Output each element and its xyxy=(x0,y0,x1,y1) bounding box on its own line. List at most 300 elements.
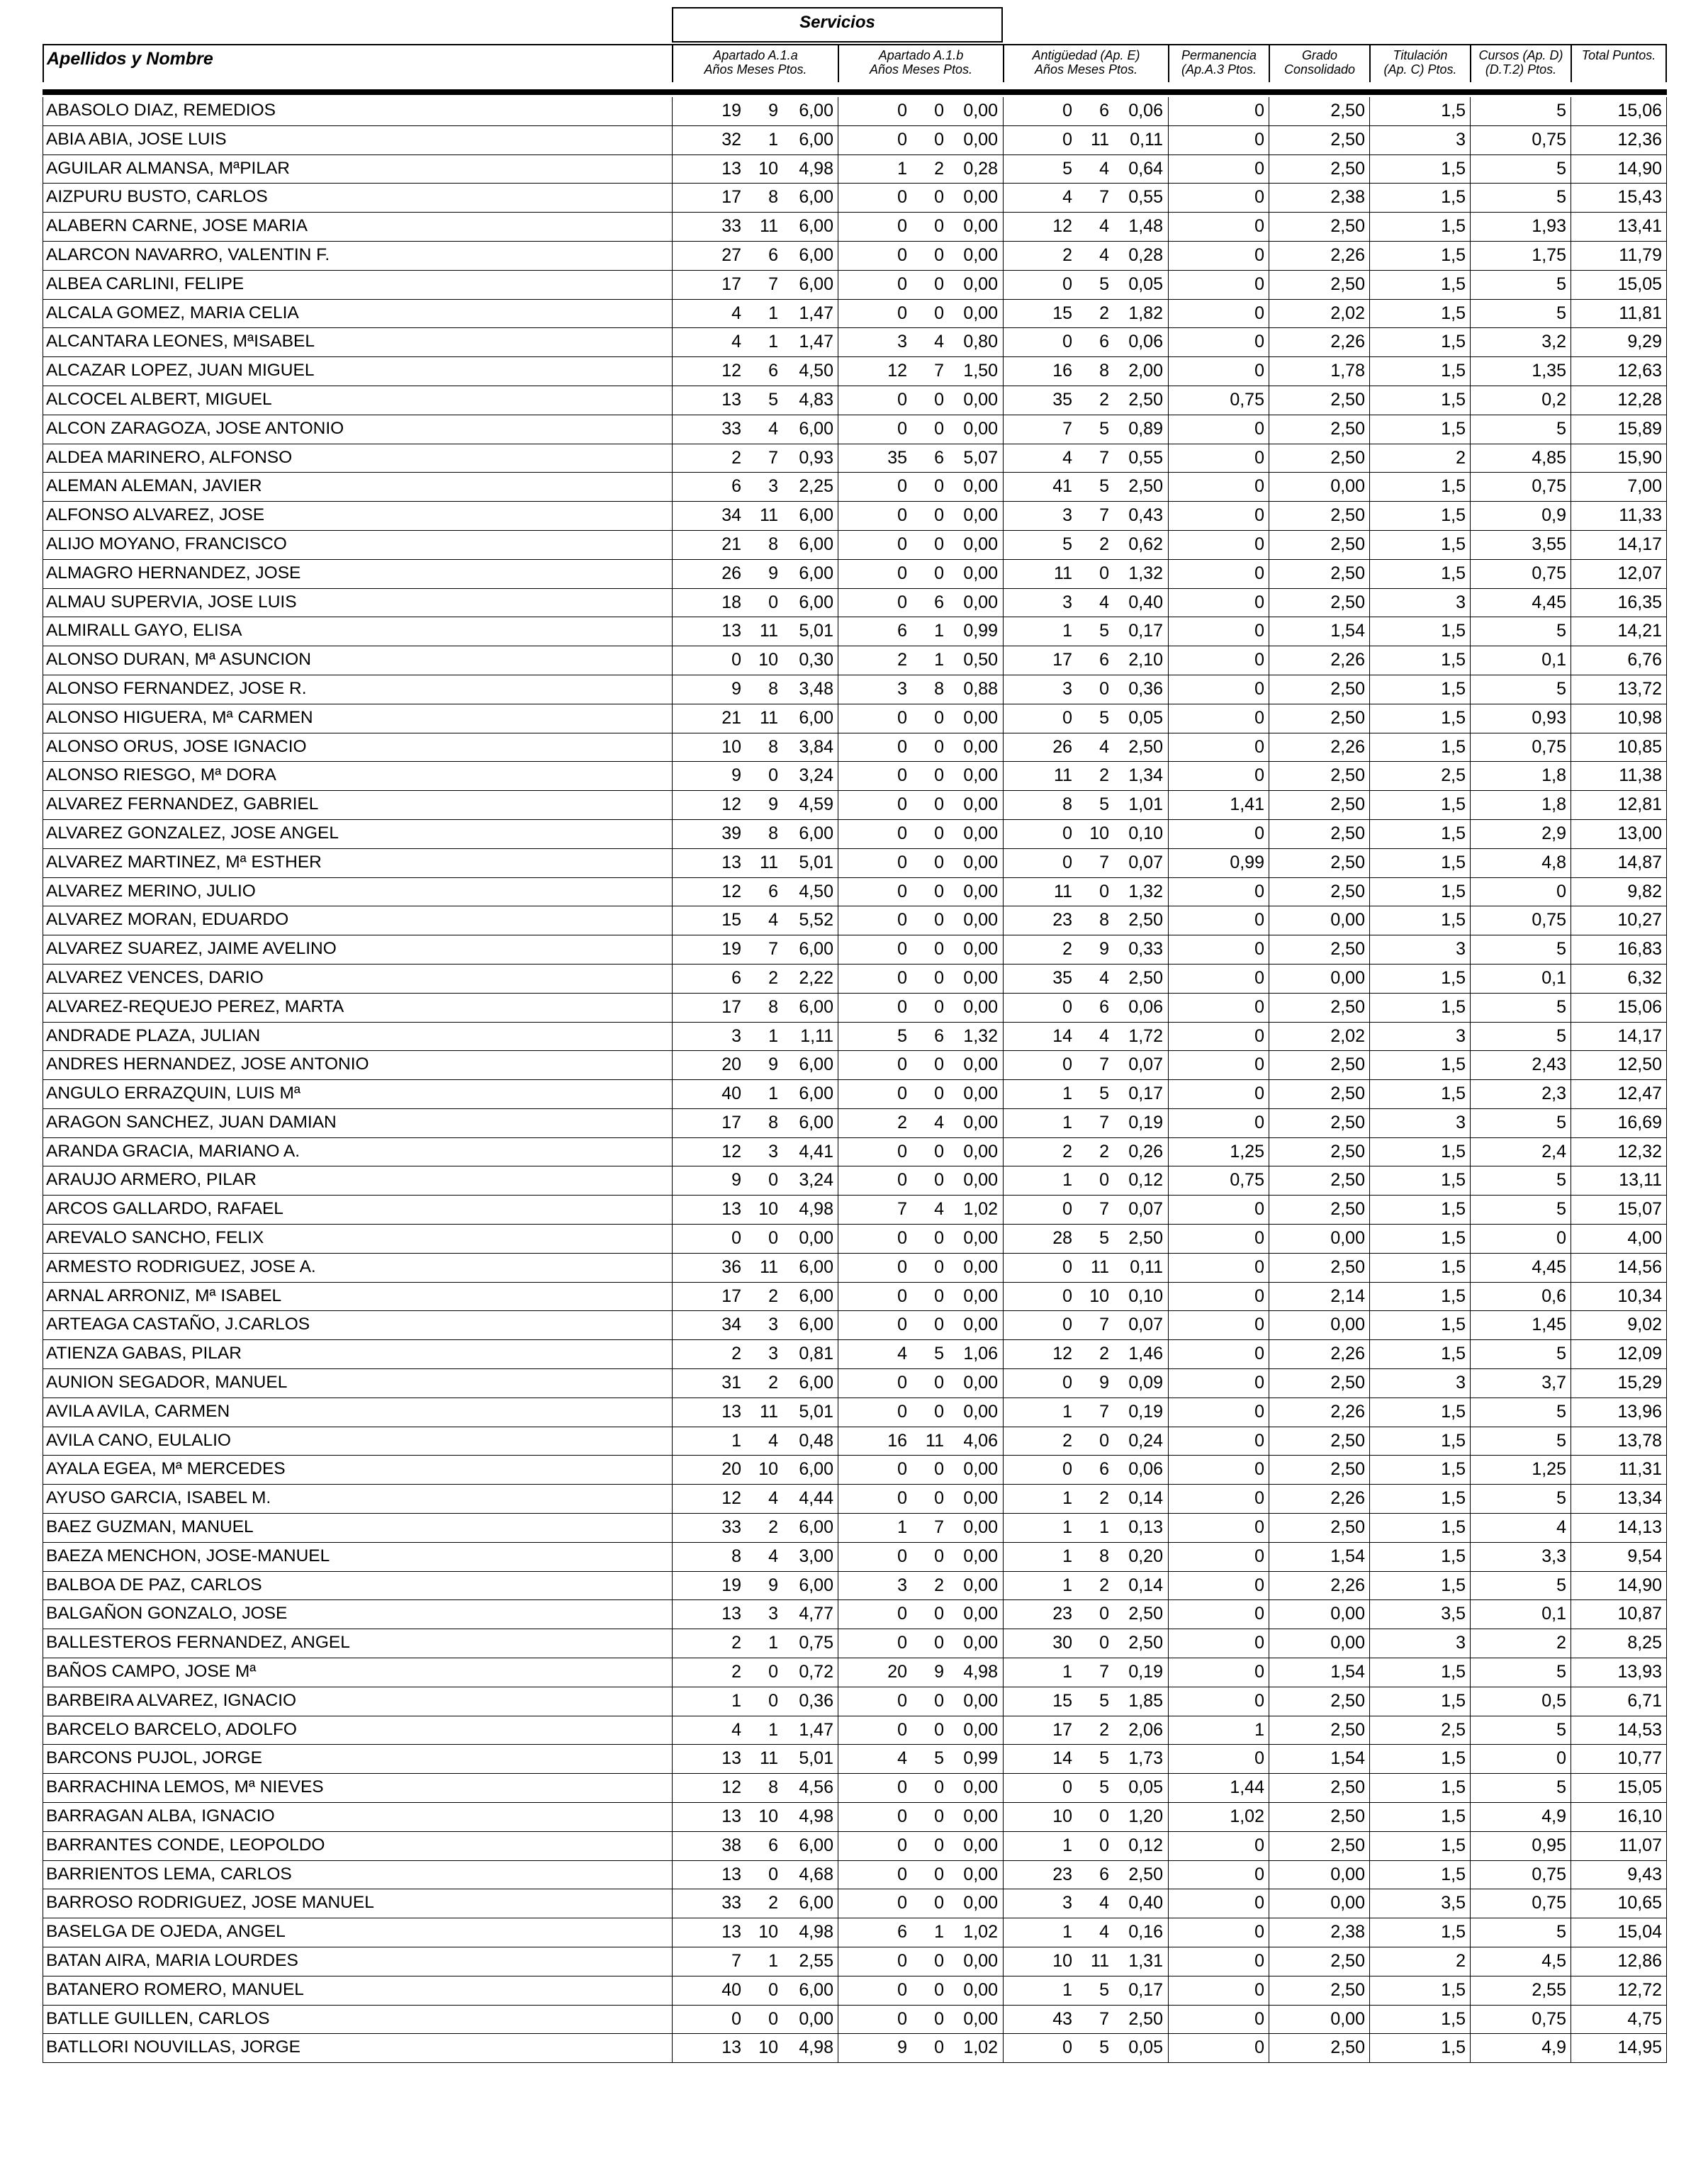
cell-titulacion xyxy=(1369,1427,1470,1456)
a1a-ptos: 1,47 xyxy=(799,1719,833,1740)
cell-cursos xyxy=(1470,1774,1571,1802)
a1a-anos: 13 xyxy=(721,1604,741,1624)
a1b-meses: 0 xyxy=(934,418,944,439)
total-puntos: 16,35 xyxy=(1617,592,1662,612)
cell-titulacion xyxy=(1369,1803,1470,1831)
cell-titulacion xyxy=(1369,97,1470,125)
cell-antiguedad xyxy=(1003,155,1168,184)
perm-ptos: 0 xyxy=(1254,1893,1264,1913)
cell-titulacion xyxy=(1369,473,1470,501)
cell-titulacion xyxy=(1369,1023,1470,1051)
tit-ptos: 1,5 xyxy=(1441,2008,1466,2029)
total-puntos: 12,36 xyxy=(1617,129,1662,150)
table-row xyxy=(43,1976,1667,2006)
grado-ptos: 0,00 xyxy=(1330,910,1365,930)
ant-anos: 8 xyxy=(1062,794,1072,815)
cell-titulacion xyxy=(1369,1311,1470,1339)
a1a-ptos: 0,00 xyxy=(799,1228,833,1249)
a1a-meses: 11 xyxy=(760,1256,778,1277)
cell-apartado-a1a xyxy=(672,2006,838,2034)
a1a-ptos: 6,00 xyxy=(799,996,833,1017)
cell-antiguedad xyxy=(1003,242,1168,270)
total-puntos: 15,90 xyxy=(1617,447,1662,468)
table-row xyxy=(43,1109,1667,1138)
ant-anos: 0 xyxy=(1062,332,1072,352)
cell-apartado-a1b xyxy=(838,878,1003,906)
header-apartado-a1b xyxy=(838,45,1003,82)
table-row xyxy=(43,473,1667,502)
a1a-anos: 2 xyxy=(731,1344,741,1364)
cell-grado xyxy=(1269,1543,1369,1571)
cell-cursos xyxy=(1470,1918,1571,1947)
cell-grado xyxy=(1269,2006,1369,2034)
perm-ptos: 0 xyxy=(1254,1084,1264,1104)
cell-titulacion xyxy=(1369,675,1470,704)
cell-permanencia xyxy=(1168,1572,1269,1600)
cell-cursos xyxy=(1470,791,1571,819)
cell-nombre: ARAGON SANCHEZ, JUAN DAMIAN xyxy=(43,1109,672,1137)
a1b-anos: 0 xyxy=(897,1286,907,1306)
cell-titulacion xyxy=(1369,994,1470,1022)
a1b-ptos: 0,00 xyxy=(963,1893,998,1913)
table-row xyxy=(43,184,1667,213)
a1b-ptos: 4,06 xyxy=(963,1430,998,1451)
perm-ptos: 0 xyxy=(1254,1662,1264,1682)
cell-permanencia xyxy=(1168,1340,1269,1368)
cell-cursos xyxy=(1470,444,1571,473)
cell-grado xyxy=(1269,1340,1369,1368)
table-row xyxy=(43,1225,1667,1254)
a1a-meses: 1 xyxy=(768,1084,778,1104)
cell-cursos xyxy=(1470,1572,1571,1600)
total-puntos: 13,72 xyxy=(1617,678,1662,699)
ant-ptos: 0,20 xyxy=(1128,1546,1163,1566)
cell-apartado-a1a xyxy=(672,415,838,444)
a1b-ptos: 0,00 xyxy=(963,244,998,265)
ant-meses: 4 xyxy=(1099,158,1109,179)
a1b-anos: 6 xyxy=(897,621,907,641)
cell-apartado-a1a xyxy=(672,271,838,299)
a1a-anos: 10 xyxy=(721,736,741,757)
table-row xyxy=(43,328,1667,357)
ant-ptos: 0,06 xyxy=(1128,101,1163,120)
cell-total xyxy=(1571,242,1667,270)
cell-nombre: ALVAREZ FERNANDEZ, GABRIEL xyxy=(43,791,672,819)
cell-apartado-a1b xyxy=(838,1340,1003,1368)
ant-ptos: 0,10 xyxy=(1128,823,1163,843)
a1a-meses: 8 xyxy=(768,1112,778,1132)
cell-total xyxy=(1571,1514,1667,1542)
ant-anos: 1 xyxy=(1062,1546,1072,1566)
cell-apartado-a1a xyxy=(672,1485,838,1513)
cell-cursos xyxy=(1470,502,1571,530)
a1a-meses: 6 xyxy=(768,1835,778,1855)
total-puntos: 15,04 xyxy=(1617,1922,1662,1942)
ant-meses: 11 xyxy=(1091,1256,1109,1277)
cursos-ptos: 3,2 xyxy=(1541,332,1566,352)
ant-meses: 0 xyxy=(1099,1835,1109,1855)
cell-titulacion xyxy=(1369,1109,1470,1137)
a1b-meses: 0 xyxy=(934,476,944,497)
cell-nombre: ALABERN CARNE, JOSE MARIA xyxy=(43,213,672,241)
cell-antiguedad xyxy=(1003,386,1168,415)
a1a-ptos: 2,55 xyxy=(799,1951,833,1971)
cell-apartado-a1b xyxy=(838,1543,1003,1571)
total-puntos: 15,07 xyxy=(1617,1199,1662,1220)
cursos-ptos: 5 xyxy=(1556,1199,1566,1220)
cell-permanencia xyxy=(1168,386,1269,415)
a1a-ptos: 6,00 xyxy=(799,244,833,265)
cell-permanencia xyxy=(1168,1658,1269,1687)
cell-antiguedad xyxy=(1003,1861,1168,1889)
cell-total xyxy=(1571,906,1667,935)
a1b-ptos: 1,50 xyxy=(963,361,998,381)
cell-nombre: ALCON ZARAGOZA, JOSE ANTONIO xyxy=(43,415,672,444)
a1b-ptos: 0,80 xyxy=(963,332,998,352)
cell-apartado-a1b xyxy=(838,1311,1003,1339)
cell-apartado-a1b xyxy=(838,1023,1003,1051)
total-puntos: 9,82 xyxy=(1627,881,1662,901)
cell-apartado-a1a xyxy=(672,1340,838,1368)
a1a-meses: 4 xyxy=(768,910,778,930)
ant-meses: 0 xyxy=(1099,563,1109,583)
tit-ptos: 1,5 xyxy=(1441,244,1466,265)
tit-ptos: 1,5 xyxy=(1441,823,1466,843)
a1b-anos: 0 xyxy=(897,244,907,265)
cell-apartado-a1b xyxy=(838,733,1003,762)
perm-ptos: 0 xyxy=(1254,1951,1264,1971)
total-puntos: 15,05 xyxy=(1617,274,1662,294)
a1a-ptos: 6,00 xyxy=(799,1055,833,1075)
ant-ptos: 0,06 xyxy=(1128,332,1163,352)
cursos-ptos: 3,3 xyxy=(1541,1546,1566,1566)
cell-nombre: ALCALA GOMEZ, MARIA CELIA xyxy=(43,300,672,328)
cursos-ptos: 0,75 xyxy=(1532,129,1566,150)
ant-ptos: 0,26 xyxy=(1128,1141,1163,1162)
cell-permanencia xyxy=(1168,1976,1269,2005)
cell-nombre: ANDRADE PLAZA, JULIAN xyxy=(43,1023,672,1051)
cell-antiguedad xyxy=(1003,1080,1168,1108)
a1a-meses: 1 xyxy=(768,1719,778,1740)
total-puntos: 12,86 xyxy=(1617,1951,1662,1971)
ant-anos: 0 xyxy=(1062,823,1072,843)
cell-total xyxy=(1571,1138,1667,1166)
a1b-anos: 0 xyxy=(897,852,907,872)
cell-apartado-a1a xyxy=(672,820,838,848)
a1b-anos: 0 xyxy=(897,418,907,439)
ant-ptos: 0,09 xyxy=(1128,1373,1163,1393)
cell-titulacion xyxy=(1369,1369,1470,1398)
cell-grado xyxy=(1269,126,1369,154)
cell-titulacion xyxy=(1369,1745,1470,1773)
cell-nombre: ABASOLO DIAZ, REMEDIOS xyxy=(43,97,672,125)
a1b-ptos: 0,00 xyxy=(963,1951,998,1971)
a1b-meses: 0 xyxy=(934,303,944,323)
cell-apartado-a1a xyxy=(672,965,838,993)
cursos-ptos: 0 xyxy=(1556,881,1566,901)
cell-apartado-a1a xyxy=(672,1947,838,1976)
cell-antiguedad xyxy=(1003,1889,1168,1918)
cell-permanencia xyxy=(1168,1196,1269,1224)
ant-meses: 2 xyxy=(1099,765,1109,786)
a1b-meses: 0 xyxy=(934,1315,944,1335)
ant-ptos: 0,55 xyxy=(1128,187,1163,208)
grado-ptos: 2,50 xyxy=(1330,1084,1365,1104)
a1a-meses: 0 xyxy=(768,1979,778,2000)
ant-meses: 2 xyxy=(1099,389,1109,410)
a1b-ptos: 0,00 xyxy=(963,1170,998,1191)
a1b-meses: 0 xyxy=(934,794,944,815)
cell-total xyxy=(1571,935,1667,964)
ant-meses: 2 xyxy=(1099,534,1109,554)
cell-antiguedad xyxy=(1003,1340,1168,1368)
cell-apartado-a1b xyxy=(838,1051,1003,1079)
table-row xyxy=(43,386,1667,415)
cell-apartado-a1a xyxy=(672,906,838,935)
a1b-meses: 0 xyxy=(934,1373,944,1393)
perm-ptos: 0 xyxy=(1254,2008,1264,2029)
a1b-meses: 7 xyxy=(934,361,944,381)
cell-nombre: BAEZ GUZMAN, MANUEL xyxy=(43,1514,672,1542)
header-cursos xyxy=(1470,45,1571,82)
ant-anos: 2 xyxy=(1062,244,1072,265)
ant-meses: 5 xyxy=(1099,274,1109,294)
ant-anos: 3 xyxy=(1062,1893,1072,1913)
ant-ptos: 0,17 xyxy=(1128,1979,1163,2000)
ant-anos: 28 xyxy=(1052,1228,1072,1249)
cell-cursos xyxy=(1470,1803,1571,1831)
cell-nombre: ALMIRALL GAYO, ELISA xyxy=(43,617,672,646)
cursos-ptos: 0,2 xyxy=(1541,389,1566,410)
a1b-anos: 0 xyxy=(897,1401,907,1422)
a1a-ptos: 4,98 xyxy=(799,1806,833,1827)
cursos-ptos: 0 xyxy=(1556,1748,1566,1769)
cell-titulacion xyxy=(1369,328,1470,356)
ant-meses: 5 xyxy=(1099,476,1109,497)
a1a-ptos: 4,50 xyxy=(799,881,833,901)
cursos-ptos: 5 xyxy=(1556,1344,1566,1364)
ant-anos: 41 xyxy=(1052,476,1072,497)
grado-ptos: 2,02 xyxy=(1330,303,1365,323)
a1b-anos: 0 xyxy=(897,707,907,728)
a1b-meses: 0 xyxy=(934,1719,944,1740)
cell-antiguedad xyxy=(1003,762,1168,790)
a1a-ptos: 6,00 xyxy=(799,274,833,294)
a1b-meses: 0 xyxy=(934,1401,944,1422)
cell-cursos xyxy=(1470,1658,1571,1687)
tit-ptos: 1,5 xyxy=(1441,1286,1466,1306)
perm-ptos: 0 xyxy=(1254,939,1264,960)
a1a-anos: 12 xyxy=(721,1777,741,1798)
total-puntos: 12,72 xyxy=(1617,1979,1662,2000)
cell-antiguedad xyxy=(1003,675,1168,704)
cell-total xyxy=(1571,1658,1667,1687)
a1b-anos: 4 xyxy=(897,1748,907,1769)
a1b-anos: 0 xyxy=(897,1777,907,1798)
ant-meses: 5 xyxy=(1099,1748,1109,1769)
cell-grado xyxy=(1269,965,1369,993)
cell-titulacion xyxy=(1369,1166,1470,1195)
cell-apartado-a1a xyxy=(672,1369,838,1398)
ant-anos: 35 xyxy=(1052,389,1072,410)
table-row xyxy=(43,733,1667,763)
a1a-ptos: 6,00 xyxy=(799,1459,833,1480)
a1a-meses: 6 xyxy=(768,244,778,265)
a1b-anos: 0 xyxy=(897,765,907,786)
cursos-ptos: 0,6 xyxy=(1541,1286,1566,1306)
cell-apartado-a1a xyxy=(672,617,838,646)
perm-ptos: 0 xyxy=(1254,1373,1264,1393)
total-puntos: 14,90 xyxy=(1617,1575,1662,1595)
a1b-ptos: 0,00 xyxy=(963,1719,998,1740)
cell-total xyxy=(1571,1947,1667,1976)
a1b-ptos: 0,00 xyxy=(963,1084,998,1104)
cell-apartado-a1a xyxy=(672,704,838,733)
ant-ptos: 0,12 xyxy=(1128,1835,1163,1855)
total-puntos: 11,33 xyxy=(1619,505,1662,526)
ant-meses: 7 xyxy=(1099,1112,1109,1132)
ant-meses: 2 xyxy=(1099,1575,1109,1595)
cell-titulacion xyxy=(1369,1080,1470,1108)
grado-ptos: 2,50 xyxy=(1330,563,1365,583)
cell-apartado-a1a xyxy=(672,213,838,241)
cell-permanencia xyxy=(1168,675,1269,704)
a1a-meses: 0 xyxy=(768,1228,778,1249)
ant-anos: 15 xyxy=(1052,303,1072,323)
a1b-meses: 0 xyxy=(934,852,944,872)
grado-ptos: 2,50 xyxy=(1330,939,1365,960)
tit-ptos: 1,5 xyxy=(1441,1690,1466,1711)
ant-meses: 10 xyxy=(1089,823,1109,843)
cell-apartado-a1b xyxy=(838,1166,1003,1195)
ant-ptos: 0,06 xyxy=(1128,1459,1163,1480)
tit-ptos: 1,5 xyxy=(1441,1546,1466,1566)
a1a-anos: 9 xyxy=(731,678,741,699)
grado-ptos: 0,00 xyxy=(1330,1893,1365,1913)
cell-titulacion xyxy=(1369,1225,1470,1253)
cell-titulacion xyxy=(1369,560,1470,588)
cell-titulacion xyxy=(1369,1340,1470,1368)
ant-ptos: 0,06 xyxy=(1128,996,1163,1017)
total-puntos: 4,75 xyxy=(1627,2008,1662,2029)
cursos-ptos: 1,35 xyxy=(1532,361,1566,381)
a1a-meses: 10 xyxy=(758,1459,778,1480)
cell-total xyxy=(1571,1572,1667,1600)
ant-meses: 5 xyxy=(1099,418,1109,439)
a1b-meses: 6 xyxy=(934,1025,944,1046)
a1a-meses: 1 xyxy=(768,1951,778,1971)
a1a-meses: 0 xyxy=(768,2008,778,2029)
a1b-anos: 0 xyxy=(897,1719,907,1740)
total-puntos: 13,41 xyxy=(1617,216,1662,237)
a1a-meses: 1 xyxy=(768,1025,778,1046)
perm-ptos: 0 xyxy=(1254,1488,1264,1509)
ant-anos: 0 xyxy=(1062,2037,1072,2058)
tit-ptos: 3 xyxy=(1456,1112,1466,1132)
cell-nombre: ALIJO MOYANO, FRANCISCO xyxy=(43,531,672,559)
a1a-meses: 8 xyxy=(768,678,778,699)
a1a-anos: 0 xyxy=(731,650,741,670)
cell-permanencia xyxy=(1168,1283,1269,1311)
ant-meses: 4 xyxy=(1099,967,1109,988)
a1a-ptos: 3,48 xyxy=(799,678,833,699)
ant-anos: 3 xyxy=(1062,678,1072,699)
header-nombre-label: Apellidos y Nombre xyxy=(47,49,213,69)
cell-nombre: BARROSO RODRIGUEZ, JOSE MANUEL xyxy=(43,1889,672,1918)
a1b-anos: 0 xyxy=(897,1228,907,1249)
a1b-ptos: 0,00 xyxy=(963,1315,998,1335)
table-row xyxy=(43,589,1667,618)
cell-titulacion xyxy=(1369,878,1470,906)
perm-ptos: 0 xyxy=(1254,361,1264,381)
cell-total xyxy=(1571,1889,1667,1918)
a1a-ptos: 6,00 xyxy=(799,1893,833,1913)
a1b-ptos: 0,00 xyxy=(963,1690,998,1711)
cell-antiguedad xyxy=(1003,646,1168,675)
a1b-meses: 6 xyxy=(934,592,944,612)
cell-apartado-a1b xyxy=(838,271,1003,299)
cell-grado xyxy=(1269,560,1369,588)
ant-ptos: 0,28 xyxy=(1128,244,1163,265)
table-row xyxy=(43,2034,1667,2063)
cell-permanencia xyxy=(1168,213,1269,241)
cell-cursos xyxy=(1470,1514,1571,1542)
cell-antiguedad xyxy=(1003,473,1168,501)
a1b-ptos: 0,00 xyxy=(963,765,998,786)
total-puntos: 9,29 xyxy=(1627,332,1662,352)
tit-ptos: 1,5 xyxy=(1441,158,1466,179)
header-a1b-sub: Años Meses Ptos. xyxy=(869,62,973,77)
a1b-meses: 0 xyxy=(934,1055,944,1075)
cell-permanencia xyxy=(1168,1889,1269,1918)
cell-total xyxy=(1571,1369,1667,1398)
ant-meses: 6 xyxy=(1099,1459,1109,1480)
a1a-meses: 11 xyxy=(760,505,778,526)
a1b-ptos: 0,28 xyxy=(963,158,998,179)
total-puntos: 15,06 xyxy=(1617,101,1662,120)
grado-ptos: 2,50 xyxy=(1330,1256,1365,1277)
cell-nombre: AUNION SEGADOR, MANUEL xyxy=(43,1369,672,1398)
cell-total xyxy=(1571,1745,1667,1773)
cell-nombre: ALONSO ORUS, JOSE IGNACIO xyxy=(43,733,672,762)
perm-ptos: 0 xyxy=(1254,2037,1264,2058)
cell-antiguedad xyxy=(1003,271,1168,299)
cell-total xyxy=(1571,994,1667,1022)
a1a-ptos: 6,00 xyxy=(799,1315,833,1335)
grado-ptos: 2,50 xyxy=(1330,1141,1365,1162)
tit-ptos: 1,5 xyxy=(1441,707,1466,728)
cell-apartado-a1a xyxy=(672,184,838,212)
a1b-anos: 0 xyxy=(897,1806,907,1827)
cell-nombre: BATLLE GUILLEN, CARLOS xyxy=(43,2006,672,2034)
a1a-meses: 6 xyxy=(768,361,778,381)
ant-meses: 2 xyxy=(1099,1488,1109,1509)
a1b-ptos: 0,00 xyxy=(963,1401,998,1422)
ant-anos: 23 xyxy=(1052,910,1072,930)
cell-total xyxy=(1571,1485,1667,1513)
cell-grado xyxy=(1269,1514,1369,1542)
a1b-anos: 0 xyxy=(897,1864,907,1884)
cursos-ptos: 0,75 xyxy=(1532,910,1566,930)
header-grado-label: Grado xyxy=(1301,48,1338,62)
table-row xyxy=(43,1023,1667,1052)
a1a-ptos: 6,00 xyxy=(799,707,833,728)
cursos-ptos: 4,9 xyxy=(1541,2037,1566,2058)
perm-ptos: 0 xyxy=(1254,534,1264,554)
cell-grado xyxy=(1269,444,1369,473)
cell-cursos xyxy=(1470,1166,1571,1195)
tit-ptos: 1,5 xyxy=(1441,1748,1466,1769)
